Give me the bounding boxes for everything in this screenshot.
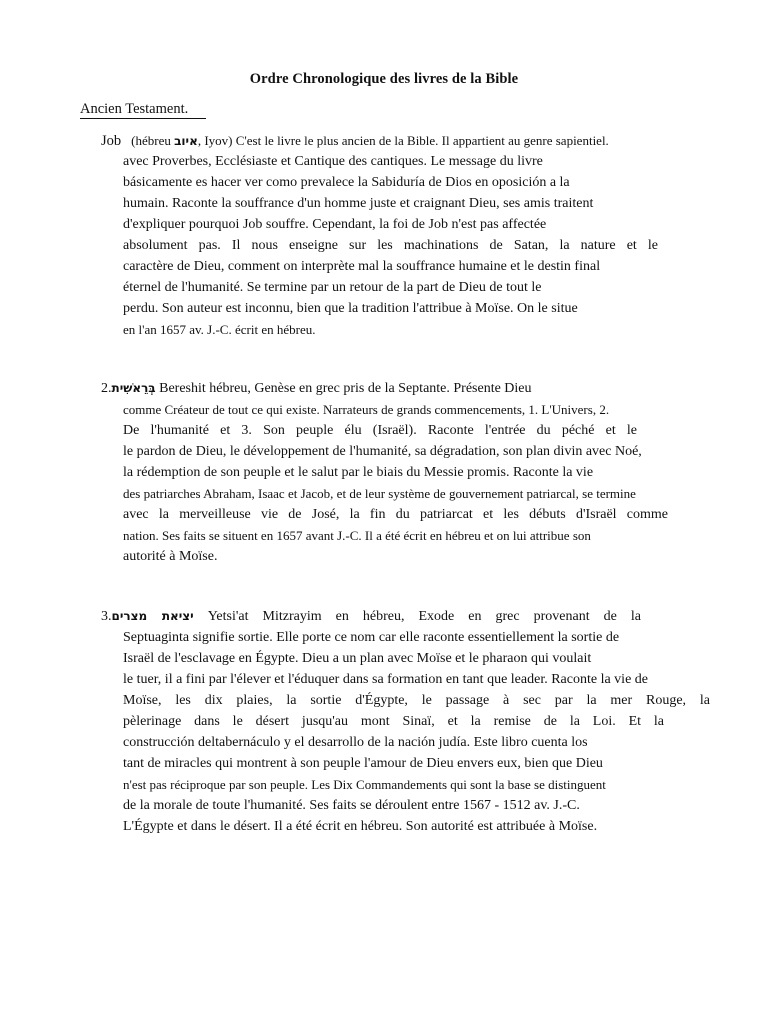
genesis-text-line: avec la merveilleuse vie de José, la fin du patriarcat et les débuts d'Israël comme bbox=[123, 507, 668, 522]
job-intro-rest: , Iyov) C'est le livre le plus ancien de la Bible. Il appartient au genre sapientiel. bbox=[197, 133, 609, 148]
exodus-text-line: Moïse, les dix plaies, la sortie d'Égypte, le passage à sec par la mer Rouge, la bbox=[123, 693, 710, 708]
exodus-intro-line bbox=[101, 607, 641, 626]
genesis-text-line: des patriarches Abraham, Isaac et Jacob, et de leur système de gouvernement patriarcal, se termine bbox=[123, 486, 636, 501]
job-text-line: perdu. Son auteur est inconnu, bien que la tradition l'attribue à Moïse. On le situe bbox=[123, 301, 578, 316]
exodus-text-line: le tuer, il a fini par l'élever et l'éduquer dans sa formation en tant que leader. Raconte la vie de bbox=[123, 672, 648, 687]
exodus-intro-rest: Yetsi'at Mitzrayim en hébreu, Exode en grec provenant de la bbox=[193, 609, 641, 624]
exodus-text-line: Israël de l'esclavage en Égypte. Dieu a un plan avec Moïse et le pharaon qui voulait bbox=[123, 651, 592, 666]
exodus-text-line: pèlerinage dans le désert jusqu'au mont Sinaï, et la remise de la Loi. Et la bbox=[123, 714, 664, 729]
genesis-text-line: De l'humanité et 3. Son peuple élu (Israël). Raconte l'entrée du péché et le bbox=[123, 423, 637, 438]
document-title: Ordre Chronologique des livres de la Bible bbox=[249, 71, 519, 87]
genesis-text-line: autorité à Moïse. bbox=[123, 549, 218, 564]
job-label: Job bbox=[101, 133, 122, 149]
section-heading-old-testament: Ancien Testament. bbox=[80, 101, 206, 119]
job-hebrew-name: איוב bbox=[174, 134, 198, 148]
genesis-text-line: nation. Ses faits se situent en 1657 avant J.-C. Il a été écrit en hébreu et on lui attribue son bbox=[123, 528, 591, 543]
job-text-line: absolument pas. Il nous enseigne sur les machinations de Satan, la nature et le bbox=[123, 238, 658, 253]
genesis-text-line: comme Créateur de tout ce qui existe. Narrateurs de grands commencements, 1. L'Univers, 2. bbox=[123, 402, 610, 417]
job-text-line: caractère de Dieu, comment on interprète mal la souffrance humaine et le destin final bbox=[123, 259, 601, 274]
genesis-text-line: la rédemption de son peuple et le salut par le biais du Messie promis. Raconte la vie bbox=[123, 465, 594, 480]
job-text-line: en l'an 1657 av. J.-C. écrit en hébreu. bbox=[123, 322, 316, 337]
exodus-text-line: tant de miracles qui montrent à son peuple l'amour de Dieu envers eux, bien que Dieu bbox=[123, 756, 603, 771]
exodus-text-line: n'est pas réciproque par son peuple. Les Dix Commandements qui sont la base se distinguent bbox=[123, 777, 606, 792]
job-text-line: humain. Raconte la souffrance d'un homme juste et craignant Dieu, ses amis traitent bbox=[123, 196, 594, 211]
exodus-text-line: L'Égypte et dans le désert. Il a été écrit en hébreu. Son autorité est attribuée à Moïse. bbox=[123, 819, 598, 834]
job-intro-line bbox=[101, 132, 609, 150]
job-text-line: éternel de l'humanité. Se termine par un retour de la part de Dieu de tout le bbox=[123, 280, 542, 295]
exodus-number: 3. bbox=[101, 609, 112, 624]
exodus-text-line: Septuaginta signifie sortie. Elle porte ce nom car elle raconte essentiellement la sortie de bbox=[123, 630, 620, 645]
genesis-intro-rest: Bereshit hébreu, Genèse en grec pris de la Septante. Présente Dieu bbox=[155, 381, 532, 396]
job-text-line: d'expliquer pourquoi Job souffre. Cependant, la foi de Job n'est pas affectée bbox=[123, 217, 547, 232]
exodus-hebrew-name: יציאת מצרים bbox=[111, 609, 194, 623]
genesis-hebrew-name: בְּרֵאשִׁית bbox=[111, 381, 156, 395]
job-intro-prefix: (hébreu bbox=[131, 133, 175, 148]
job-text-line: avec Proverbes, Ecclésiaste et Cantique des cantiques. Le message du livre bbox=[123, 154, 543, 169]
exodus-text-line: construcción deltabernáculo y el desarrollo de la nación judía. Este libro cuenta los bbox=[123, 735, 588, 750]
genesis-intro-line bbox=[101, 379, 532, 398]
exodus-text-line: de la morale de toute l'humanité. Ses faits se déroulent entre 1567 - 1512 av. J.-C. bbox=[123, 798, 580, 813]
job-text-line: básicamente es hacer ver como prevalece la Sabiduría de Dios en oposición a la bbox=[123, 175, 570, 190]
genesis-number: 2. bbox=[101, 381, 112, 396]
genesis-text-line: le pardon de Dieu, le développement de l'humanité, sa dégradation, son plan divin avec Noé, bbox=[123, 444, 642, 459]
